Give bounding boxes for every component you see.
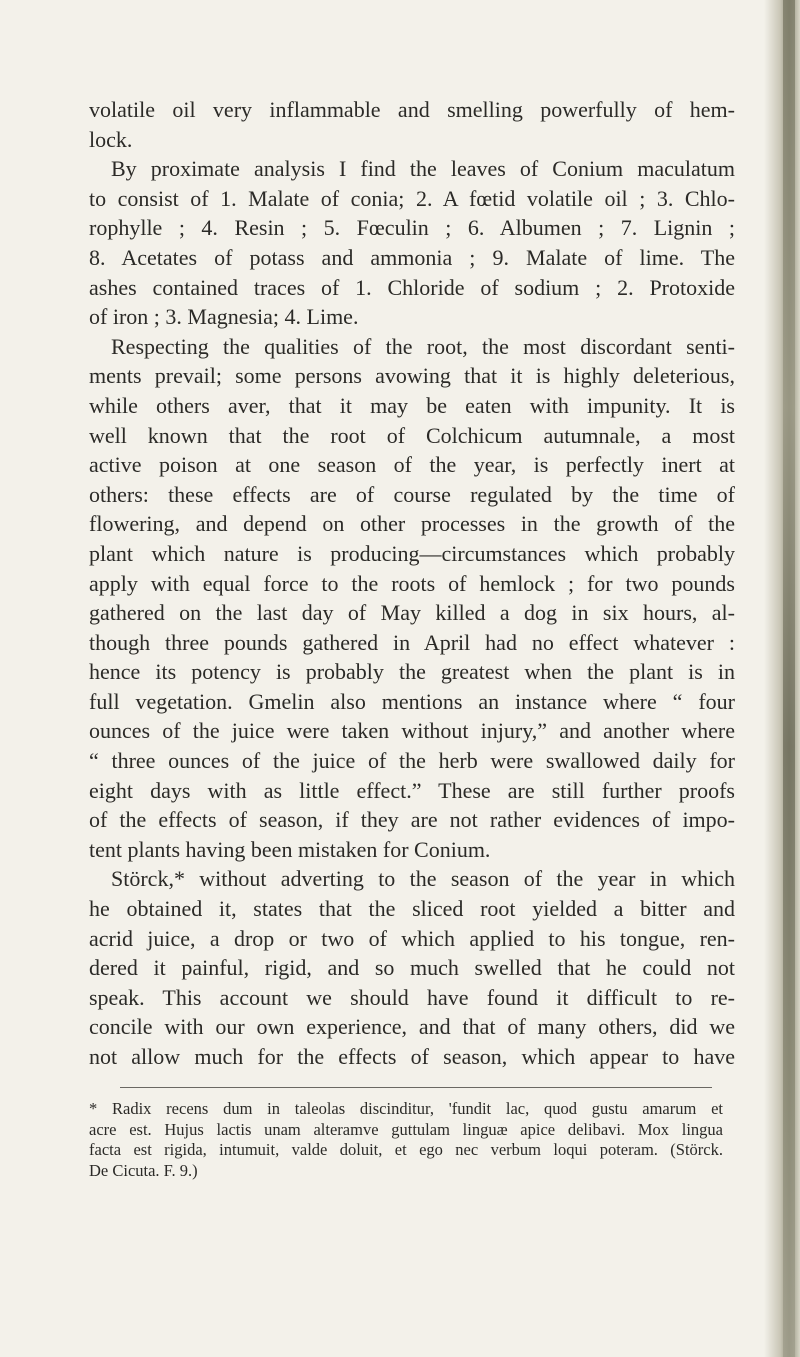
footnote-line: De Cicuta. F. 9.) — [89, 1160, 198, 1180]
text-line: full vegetation. Gmelin also mentions an instance where “ four — [89, 688, 735, 714]
text-line: ments prevail; some persons avowing that it is highly deleterious, — [89, 363, 735, 389]
text-line: to consist of 1. Malate of conia; 2. A fœtid volatile oil ; 3. Chlo- — [89, 185, 735, 211]
text-line: 8. Acetates of potass and ammonia ; 9. Malate of lime. The — [89, 244, 735, 270]
text-line: acrid juice, a drop or two of which applied to his tongue, ren- — [89, 925, 735, 951]
text-line: Respecting the qualities of the root, the most discordant senti- — [111, 333, 735, 359]
text-line: ashes contained traces of 1. Chloride of sodium ; 2. Protoxide — [89, 274, 735, 300]
text-line: flowering, and depend on other processes in the growth of the — [89, 511, 735, 537]
text-line: not allow much for the effects of season, which appear to have — [89, 1044, 735, 1069]
text-line: lock. — [89, 126, 133, 152]
footnote-line: facta est rigida, intumuit, valde doluit, et ego nec verbum loqui poteram. (Störck. — [89, 1140, 723, 1159]
footnote-line: * Radix recens dum in taleolas discinditur, 'fundit lac, quod gustu amarum et — [89, 1099, 723, 1118]
text-line: others: these effects are of course regulated by the time of — [89, 481, 735, 507]
text-line: speak. This account we should have found it difficult to re- — [89, 984, 735, 1010]
text-line: though three pounds gathered in April had no effect whatever : — [89, 629, 735, 655]
text-line: while others aver, that it may be eaten with impunity. It is — [89, 392, 735, 418]
text-line: tent plants having been mistaken for Conium. — [89, 836, 491, 862]
footnote-divider — [120, 1087, 712, 1088]
text-line: Störck,* without adverting to the season of the year in which — [111, 866, 735, 892]
binding-shadow — [783, 0, 795, 1357]
text-line: well known that the root of Colchicum autumnale, a most — [89, 422, 735, 448]
body-text — [89, 95, 735, 1072]
text-line: of iron ; 3. Magnesia; 4. Lime. — [89, 304, 359, 330]
text-line: volatile oil very inflammable and smelling powerfully of hem- — [89, 97, 735, 122]
footnote — [89, 1099, 723, 1181]
text-line: plant which nature is producing—circumstances which probably — [89, 540, 735, 566]
text-line: eight days with as little effect.” These are still further proofs — [89, 777, 735, 803]
text-line: dered it painful, rigid, and so much swelled that he could not — [89, 955, 735, 981]
text-line: “ three ounces of the juice of the herb were swallowed daily for — [89, 748, 735, 774]
text-line: hence its potency is probably the greatest when the plant is in — [89, 659, 735, 685]
text-line: he obtained it, states that the sliced root yielded a bitter and — [89, 896, 735, 922]
text-line: rophylle ; 4. Resin ; 5. Fœculin ; 6. Albumen ; 7. Lignin ; — [89, 215, 735, 241]
text-line: gathered on the last day of May killed a dog in six hours, al- — [89, 600, 735, 626]
text-line: active poison at one season of the year, is perfectly inert at — [89, 452, 735, 478]
text-line: of the effects of season, if they are not rather evidences of impo- — [89, 807, 735, 833]
text-line: ounces of the juice were taken without injury,” and another where — [89, 718, 735, 744]
text-line: apply with equal force to the roots of hemlock ; for two pounds — [89, 570, 735, 596]
text-line: concile with our own experience, and that of many others, did we — [89, 1014, 735, 1040]
text-line: By proximate analysis I find the leaves of Conium maculatum — [111, 156, 735, 182]
footnote-line: acre est. Hujus lactis unam alteramve guttulam linguæ apice delibavi. Mox lingua — [89, 1119, 723, 1139]
